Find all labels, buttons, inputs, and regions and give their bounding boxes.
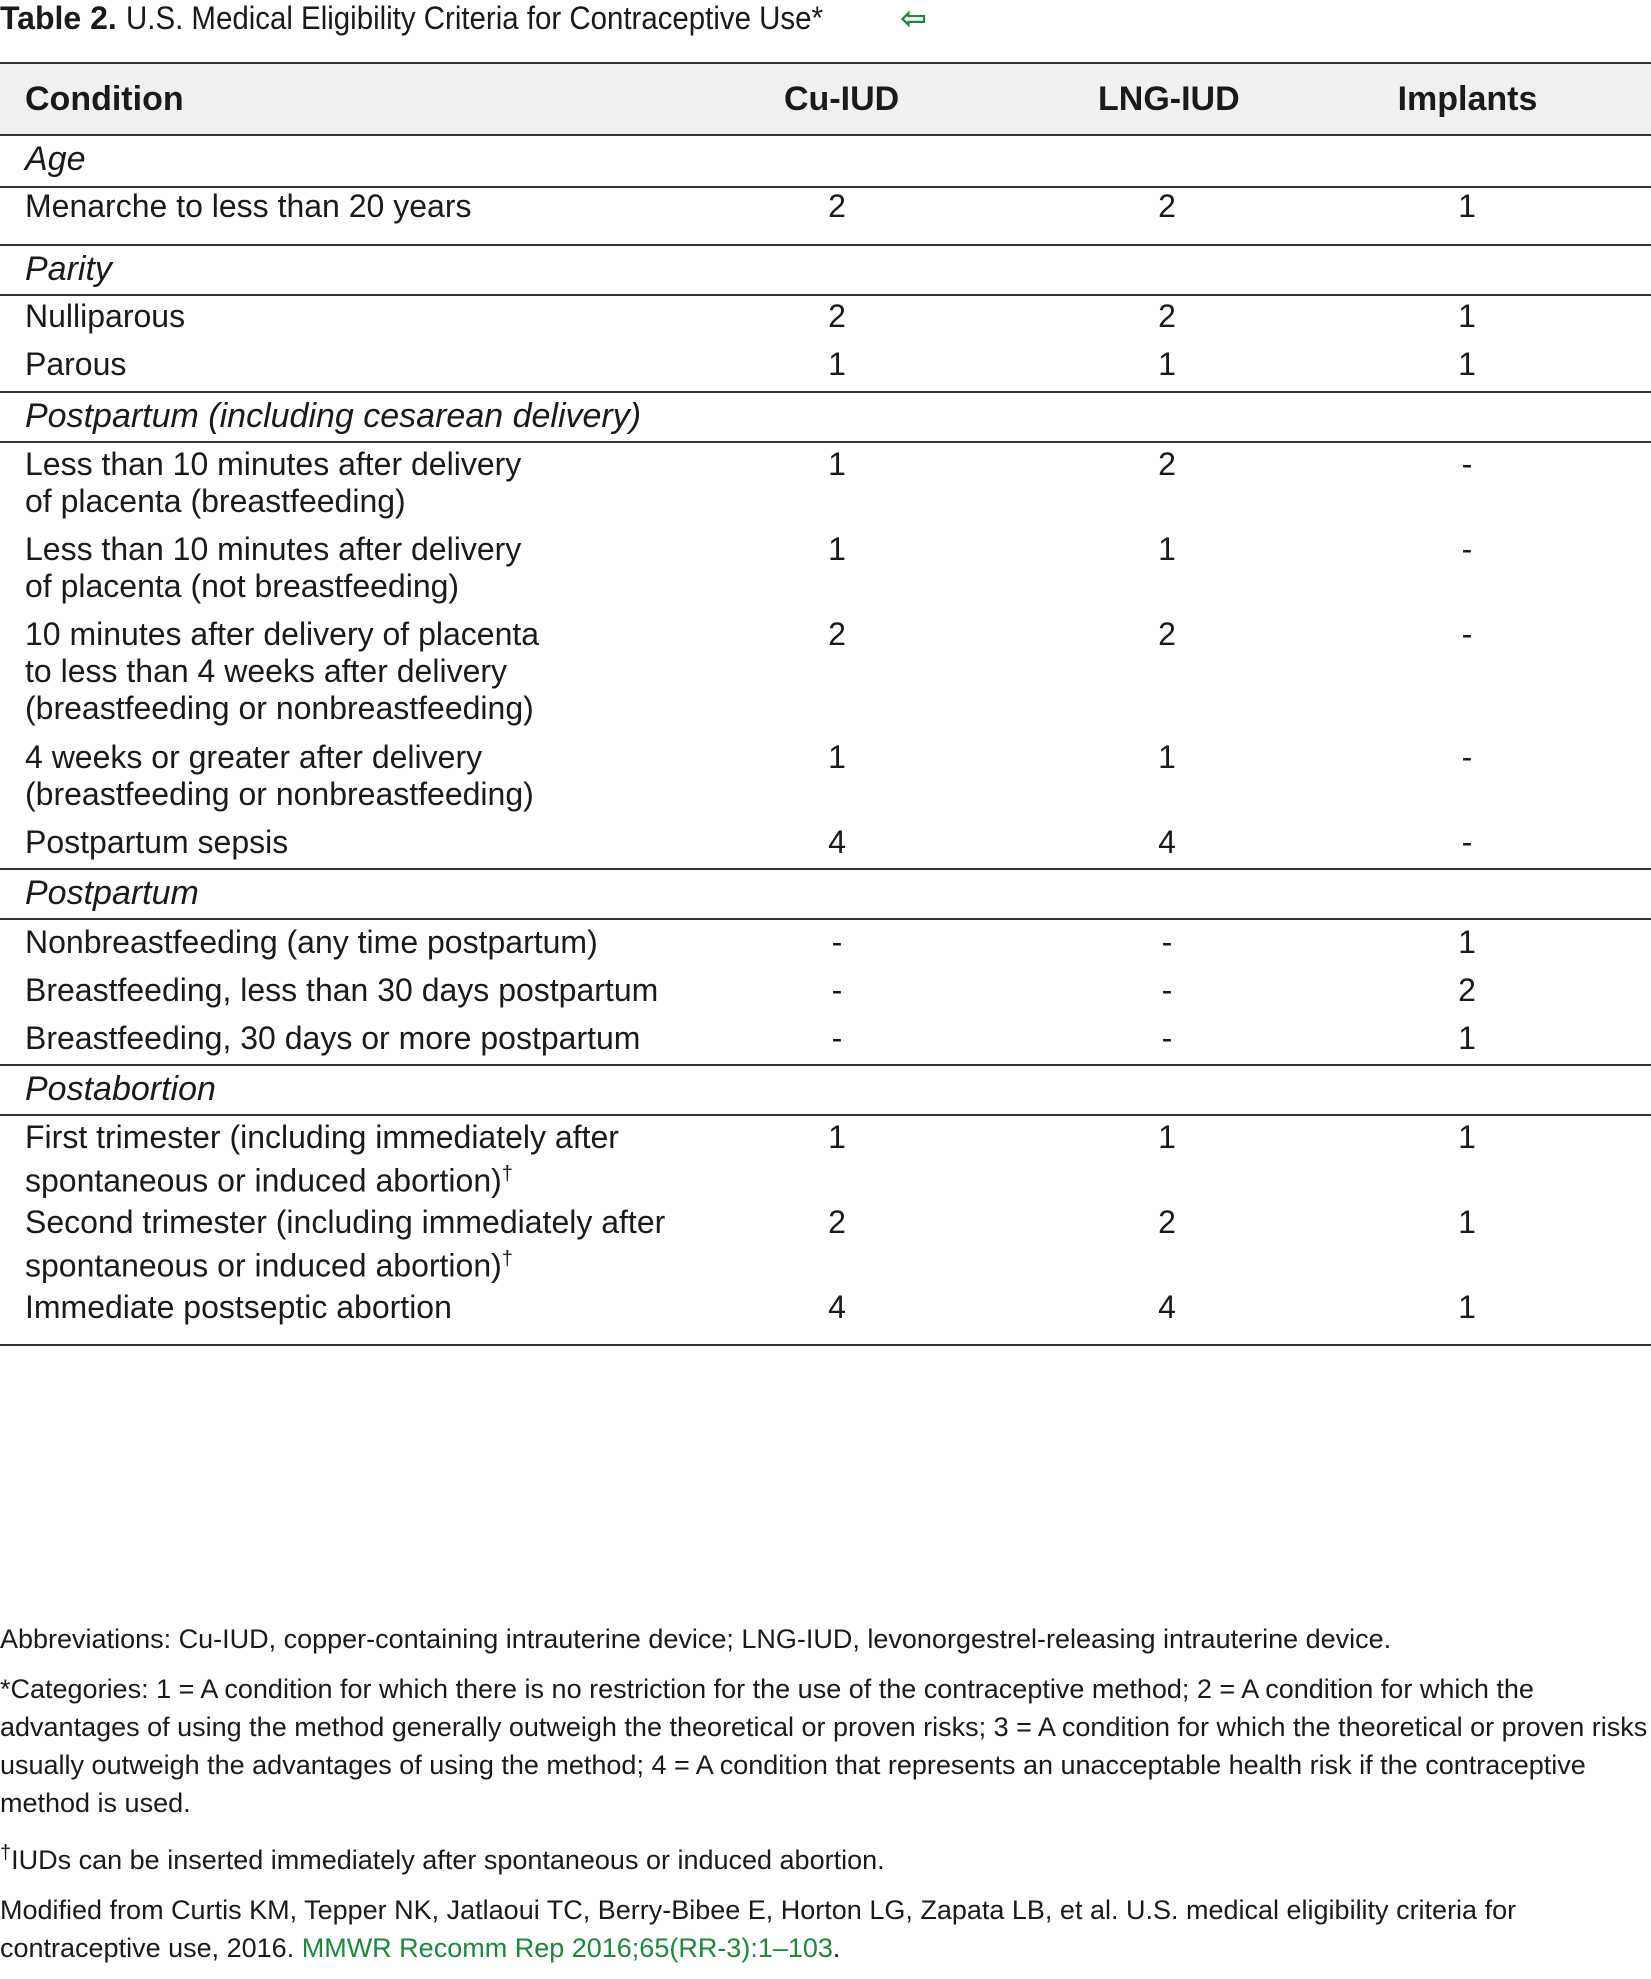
cu-iud-value: 1 [828, 531, 846, 567]
condition-cell [25, 346, 126, 383]
source-end: . [832, 1933, 841, 1963]
table-caption [0, 0, 927, 36]
header-condition: Condition [25, 80, 184, 118]
section-heading: Age [25, 140, 86, 178]
condition-cell [25, 1204, 665, 1285]
implants-value: 1 [1458, 1119, 1476, 1155]
condition-cell [25, 824, 288, 861]
source-text: Modified from Curtis KM, Tepper NK, Jatlaoui TC, Berry-Bibee E, Horton LG, Zapata LB, et al. U.S. medical eligibility criteria for contraceptive use, 2016. [0, 1895, 1517, 1963]
implants-value: 1 [1458, 1204, 1476, 1240]
eligibility-table [0, 62, 1651, 1325]
row-divider [0, 868, 1651, 870]
implants-value: 1 [1458, 346, 1476, 382]
condition-cell [25, 924, 598, 961]
condition-text: Second trimester (including immediately after spontaneous or induced abortion) [25, 1204, 666, 1284]
implants-value: 1 [1458, 924, 1476, 960]
table-row [0, 298, 1651, 335]
section-heading: Postpartum (including cesarean delivery) [25, 397, 642, 435]
condition-cell [25, 739, 534, 813]
table-row [0, 1289, 1651, 1326]
cu-iud-value: 2 [828, 616, 846, 652]
cu-iud-value: 4 [828, 824, 846, 860]
condition-text: Postpartum sepsis [25, 824, 289, 860]
row-divider [0, 244, 1651, 246]
condition-text: First trimester (including immediately after spontaneous or induced abortion) [25, 1119, 619, 1199]
cu-iud-value: 1 [828, 1119, 846, 1155]
lng-iud-value: 2 [1158, 616, 1176, 652]
condition-text: Nulliparous [25, 298, 186, 334]
cu-iud-value: 1 [828, 739, 846, 775]
dagger-note [0, 1834, 1651, 1879]
implants-value: - [1461, 531, 1473, 567]
implants-value: - [1461, 739, 1473, 775]
dagger-note-text: IUDs can be inserted immediately after spontaneous or induced abortion. [11, 1845, 885, 1875]
table-row [0, 1204, 1651, 1284]
lng-iud-value: - [1161, 1020, 1173, 1056]
table-row [0, 824, 1651, 861]
header-cu-iud: Cu-IUD [784, 80, 900, 118]
lng-iud-value: 4 [1158, 824, 1176, 860]
table-title: U.S. Medical Eligibility Criteria for Contraceptive Use* [125, 0, 823, 36]
condition-cell [25, 298, 185, 335]
row-divider [0, 1064, 1651, 1066]
cu-iud-value: 1 [828, 346, 846, 382]
table-row [0, 188, 1651, 225]
condition-text: Immediate postseptic abortion [25, 1289, 452, 1325]
section-heading: Parity [25, 250, 112, 288]
condition-cell [25, 972, 658, 1009]
implants-value: - [1461, 446, 1473, 482]
implants-value: - [1461, 824, 1473, 860]
source-link[interactable]: MMWR Recomm Rep 2016;65(RR-3):1–103 [301, 1933, 833, 1963]
condition-cell [25, 616, 539, 727]
implants-value: 1 [1458, 1020, 1476, 1056]
categories-note: *Categories: 1 = A condition for which there is no restriction for the use of the contraceptive method; 2 = A condition for which the advantages of using the method generally outweigh the theoretical or proven risks; 3 = A condition for which the theoretical or proven risks usually outweigh the advantages of using the method; 4 = A condition that represents an unacceptable health risk if the contraceptive method is used. [0, 1674, 1648, 1818]
table-row [0, 531, 1651, 605]
lng-iud-value: 1 [1158, 1119, 1176, 1155]
lng-iud-value: - [1161, 924, 1173, 960]
lng-iud-value: 2 [1158, 188, 1176, 224]
table-row [0, 1119, 1651, 1199]
back-arrow-icon[interactable]: ⇦ [900, 0, 927, 36]
table-row [0, 616, 1651, 727]
implants-value: - [1461, 616, 1473, 652]
lng-iud-value: 1 [1158, 346, 1176, 382]
lng-iud-value: 1 [1158, 531, 1176, 567]
table-row [0, 1020, 1651, 1057]
cu-iud-value: - [831, 924, 843, 960]
table-row [0, 924, 1651, 961]
header-lng-iud: LNG-IUD [1098, 80, 1240, 118]
table-row [0, 446, 1651, 520]
abbreviations-note: Abbreviations: Cu-IUD, copper-containing intrauterine device; LNG-IUD, levonorgestrel-releasing intrauterine device. [0, 1624, 1392, 1654]
condition-text: 10 minutes after delivery of placenta to less than 4 weeks after delivery (breastfeeding or nonbreastfeeding) [25, 616, 540, 726]
cu-iud-value: 4 [828, 1289, 846, 1325]
row-divider [0, 1344, 1651, 1346]
table-notes [0, 1620, 1651, 1979]
implants-value: 1 [1458, 298, 1476, 334]
table-label: Table 2. [0, 0, 117, 36]
condition-text: Menarche to less than 20 years [25, 188, 472, 224]
condition-text: Parous [25, 346, 127, 382]
implants-value: 1 [1458, 1289, 1476, 1325]
condition-cell [25, 531, 521, 605]
row-divider [0, 294, 1651, 296]
condition-text: 4 weeks or greater after delivery (breastfeeding or nonbreastfeeding) [25, 739, 534, 812]
row-divider [0, 1114, 1651, 1116]
condition-cell [25, 1020, 640, 1057]
condition-text: Less than 10 minutes after delivery of placenta (breastfeeding) [25, 446, 522, 519]
dagger-mark: † [501, 1248, 513, 1270]
dagger-mark: † [0, 1842, 12, 1864]
row-divider [0, 441, 1651, 443]
row-divider [0, 918, 1651, 920]
table-header [0, 62, 1651, 136]
lng-iud-value: 2 [1158, 298, 1176, 334]
cu-iud-value: - [831, 1020, 843, 1056]
condition-cell [25, 446, 521, 520]
condition-cell [25, 1289, 452, 1326]
section-heading: Postabortion [25, 1070, 216, 1108]
lng-iud-value: 4 [1158, 1289, 1176, 1325]
table-row [0, 346, 1651, 383]
cu-iud-value: 2 [828, 298, 846, 334]
lng-iud-value: - [1161, 972, 1173, 1008]
row-divider [0, 391, 1651, 393]
cu-iud-value: - [831, 972, 843, 1008]
lng-iud-value: 2 [1158, 446, 1176, 482]
source-note [0, 1891, 1651, 1967]
implants-value: 1 [1458, 188, 1476, 224]
cu-iud-value: 2 [828, 1204, 846, 1240]
lng-iud-value: 1 [1158, 739, 1176, 775]
header-implants: Implants [1397, 80, 1538, 118]
condition-text: Breastfeeding, 30 days or more postpartum [25, 1020, 641, 1056]
dagger-mark: † [501, 1163, 513, 1185]
table-row [0, 972, 1651, 1009]
condition-text: Nonbreastfeeding (any time postpartum) [25, 924, 598, 960]
section-heading: Postpartum [25, 874, 199, 912]
cu-iud-value: 2 [828, 188, 846, 224]
lng-iud-value: 2 [1158, 1204, 1176, 1240]
condition-text: Breastfeeding, less than 30 days postpartum [25, 972, 659, 1008]
condition-text: Less than 10 minutes after delivery of placenta (not breastfeeding) [25, 531, 522, 604]
implants-value: 2 [1458, 972, 1476, 1008]
table-row [0, 739, 1651, 813]
condition-cell [25, 188, 471, 225]
condition-cell [25, 1119, 619, 1200]
cu-iud-value: 1 [828, 446, 846, 482]
